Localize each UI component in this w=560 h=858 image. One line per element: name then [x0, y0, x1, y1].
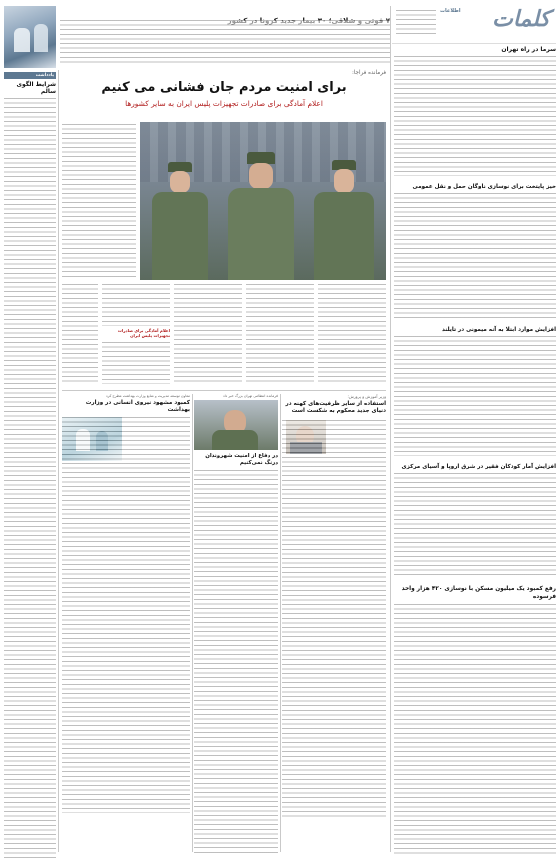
officer-figure [312, 160, 376, 280]
health-headline[interactable]: کمبود مشهود نیروی انسانی در وزارت بهداشت [85, 400, 190, 414]
police-kicker: فرمانده انتظامی تهران بزرگ خبر داد [223, 394, 278, 398]
officer-figure [226, 152, 296, 280]
right-col-text-4 [394, 473, 556, 577]
education-text [282, 420, 386, 820]
main-story-col-4 [102, 284, 170, 326]
health-kicker: معاون توسعه مدیریت و منابع وزارت بهداشت مطرح کرد [105, 394, 190, 398]
sidebar-text [4, 98, 56, 858]
police-photo [194, 400, 278, 450]
top-teaser-text [60, 20, 390, 66]
right-col-headline-1[interactable]: سرما در راه تهران [501, 46, 556, 53]
main-story-text-left [62, 124, 136, 280]
teaser-photo [4, 6, 56, 68]
right-col-headline-5[interactable]: رفع کمبود یک میلیون مسکن با نوسازی ۴۲۰ هزار واحد فرسوده [401, 586, 556, 600]
officer-figure [150, 162, 210, 280]
sidebar-label: یادداشت [4, 72, 56, 79]
inline-headline[interactable]: اعلام آمادگی برای صادرات تجهیزات پلیس ایران [117, 328, 170, 338]
masthead-logo: کلمات [492, 6, 550, 32]
right-col-text-5 [394, 604, 556, 854]
main-subheadline[interactable]: اعلام آمادگی برای صادرات تجهیزات پلیس ایران به سایر کشورها [125, 99, 323, 108]
right-col-text-2 [394, 193, 556, 319]
masthead-date-block [396, 10, 436, 36]
main-story-col-5 [62, 284, 98, 384]
main-story-col-2 [246, 284, 314, 384]
main-headline[interactable]: برای امنیت مردم جان فشانی می کنیم [101, 80, 347, 95]
main-kicker: فرمانده فراجا: [351, 70, 386, 76]
right-col-headline-2[interactable]: خیز پایتخت برای نوسازی ناوگان حمل و نقل عمومی [412, 184, 556, 190]
education-kicker: وزیر آموزش و پرورش: [347, 394, 386, 399]
main-story-col-4b [102, 342, 170, 384]
right-col-headline-3[interactable]: افزایش موارد ابتلا به آنه میمونی در تایلند [442, 327, 556, 333]
right-col-text-1 [394, 56, 556, 176]
right-col-text-3 [394, 336, 556, 456]
sidebar-headline[interactable]: شرایط الگوی سالم [16, 81, 56, 95]
police-headline[interactable]: در دفاع از امنیت شهروندان درنگ نمی‌کنیم [205, 453, 278, 466]
police-text [194, 470, 278, 854]
health-text [62, 417, 190, 813]
main-photo [140, 122, 386, 280]
education-headline[interactable]: استفاده از سایر ظرفیت‌های کهنه در دنیای جدید محکوم به شکست است [285, 401, 386, 415]
main-story-col-3 [174, 284, 242, 384]
site-label: اطلاعات [440, 8, 461, 14]
main-story-col-1 [318, 284, 386, 384]
right-col-headline-4[interactable]: افزایش آمار کودکان فقیر در شرق اروپا و آسیای مرکزی [401, 464, 556, 470]
